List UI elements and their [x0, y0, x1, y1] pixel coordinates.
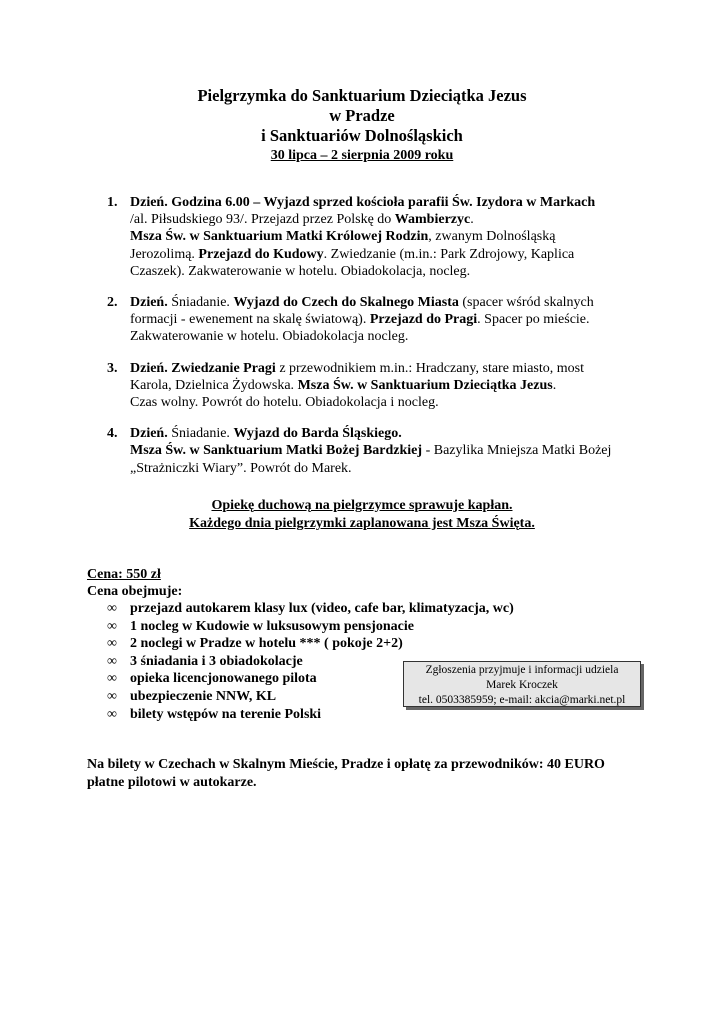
day-text: Czaszek). Zakwaterowanie w hotelu. Obiadokolacja, nocleg. [130, 263, 471, 279]
day-line [130, 377, 637, 394]
day-line [130, 263, 637, 280]
contact-name: Marek Kroczek [486, 679, 558, 691]
day-text-bold: Dzień. [130, 426, 168, 442]
list-item-text: 3 śniadania i 3 obiadokolacje [130, 653, 303, 669]
footer-line-1: Na bilety w Czechach w Skalnym Mieście, Pradze i opłatę za przewodników: 40 EURO [87, 757, 605, 772]
day-text: Karola, Dzielnica Żydowska. [130, 377, 298, 393]
includes-label: Cena obejmuje: [87, 584, 183, 599]
infinity-bullet-icon: ∞ [107, 618, 117, 634]
title-line-2: w Pradze [329, 106, 395, 125]
day-text-bold: Wyjazd do Czech do Skalnego Miasta [233, 295, 459, 311]
title-line-1: Pielgrzymka do Sanktuarium Dzieciątka Jezus [197, 86, 527, 105]
note-mass: Każdego dnia pielgrzymki zaplanowana jest Msza Święta. [189, 516, 535, 531]
day-line [130, 246, 637, 263]
list-item-text: 2 noclegi w Pradze w hotelu *** ( pokoje 2+2) [130, 636, 403, 652]
day-text: z przewodnikiem m.in.: Hradczany, stare miasto, most [275, 360, 584, 376]
day-text: . Zwiedzanie (m.in.: Park Zdrojowy, Kaplica [323, 246, 575, 262]
itinerary-day-3 [107, 360, 637, 412]
infinity-bullet-icon: ∞ [107, 688, 117, 704]
day-text-bold: Dzień. [130, 295, 168, 311]
footer-note [87, 756, 647, 792]
day-line [130, 360, 637, 377]
day-text: /al. Piłsudskiego 93/. Przejazd przez Polskę do [130, 212, 395, 228]
day-number: 3. [107, 360, 118, 376]
day-text: , zwanym Dolnośląską [428, 229, 556, 245]
day-text: . [470, 212, 474, 228]
day-text-bold: Wambierzyc [394, 212, 471, 228]
infinity-bullet-icon: ∞ [107, 671, 117, 687]
day-text: Śniadanie. [167, 295, 234, 311]
contact-details: tel. 0503385959; e-mail: akcia@marki.net.pl [418, 694, 626, 706]
day-line [130, 442, 637, 459]
day-text-bold: Dzień. Godzina 6.00 – Wyjazd sprzed kościoła parafii Św. Izydora w Markach [130, 195, 596, 210]
infinity-bullet-icon: ∞ [107, 653, 117, 669]
day-line [130, 425, 637, 442]
notes-block [0, 497, 724, 533]
day-line [130, 328, 637, 345]
day-number: 4. [107, 426, 118, 442]
itinerary-day-4 [107, 425, 637, 477]
day-number: 1. [107, 195, 118, 210]
day-text: formacji - ewenement na skalę światową). [130, 312, 370, 328]
day-line [130, 194, 637, 211]
price-label: Cena: 550 zł [87, 567, 161, 582]
note-chaplain: Opiekę duchową na pielgrzymce sprawuje kapłan. [211, 498, 513, 513]
day-text: Zakwaterowanie w hotelu. Obiadokolacja nocleg. [130, 329, 409, 345]
day-text: - Bazylika Mniejsza Matki Bożej [422, 443, 612, 459]
day-text-bold: Wyjazd do Barda Śląskiego. [233, 426, 402, 442]
day-text: Czas wolny. Powrót do hotelu. Obiadokolacja i nocleg. [130, 395, 439, 411]
day-text: Śniadanie. [167, 426, 234, 442]
list-item-text: 1 nocleg w Kudowie w luksusowym pensjonacie [130, 618, 414, 634]
list-item-text: opieka licencjonowanego pilota [130, 671, 317, 687]
day-text: . Spacer po mieście. [477, 312, 590, 328]
day-line [130, 394, 637, 411]
title-line-3: i Sanktuariów Dolnośląskich [261, 126, 463, 145]
day-text-bold: Przejazd do Kudowy [198, 246, 324, 262]
contact-box [403, 661, 641, 707]
infinity-bullet-icon: ∞ [107, 601, 117, 616]
title-block [0, 86, 724, 165]
infinity-bullet-icon: ∞ [107, 706, 117, 722]
day-text: . [552, 377, 557, 393]
infinity-bullet-icon: ∞ [107, 636, 117, 652]
trip-date: 30 lipca – 2 sierpnia 2009 roku [270, 148, 454, 163]
list-item [87, 600, 647, 618]
day-text-bold: Msza Św. w Sanktuarium Matki Bożej Bardzkiej [130, 443, 423, 459]
day-text-bold: Msza Św. w Sanktuarium Matki Królowej Rodzin [130, 229, 429, 245]
day-text-bold: Przejazd do Pragi [369, 312, 478, 328]
list-item [87, 618, 647, 636]
day-text-bold: Dzień. Zwiedzanie Pragi [130, 360, 276, 376]
list-item-text: bilety wstępów na terenie Polski [130, 706, 322, 722]
itinerary-list [107, 194, 637, 491]
day-text: „Strażniczki Wiary”. Powrót do Marek. [130, 460, 352, 476]
day-line [130, 228, 637, 245]
footer-line-2: płatne pilotowi w autokarze. [87, 775, 257, 790]
list-item-text: ubezpieczenie NNW, KL [130, 688, 277, 704]
day-text-bold: Msza Św. w Sanktuarium Dzieciątka Jezus [297, 377, 553, 393]
day-number: 2. [107, 295, 118, 311]
list-item [87, 706, 647, 724]
itinerary-day-1 [107, 194, 637, 280]
day-line [130, 294, 637, 311]
day-text: (spacer wśród skalnych [458, 295, 594, 311]
day-line [130, 211, 637, 228]
day-text: Jerozolimą. [130, 246, 199, 262]
day-line [130, 460, 637, 477]
day-line [130, 311, 637, 328]
contact-line-1: Zgłoszenia przyjmuje i informacji udziela [425, 664, 619, 676]
list-item-text: przejazd autokarem klasy lux (video, cafe bar, klimatyzacja, wc) [130, 601, 514, 616]
itinerary-day-2 [107, 294, 637, 346]
list-item [87, 635, 647, 653]
